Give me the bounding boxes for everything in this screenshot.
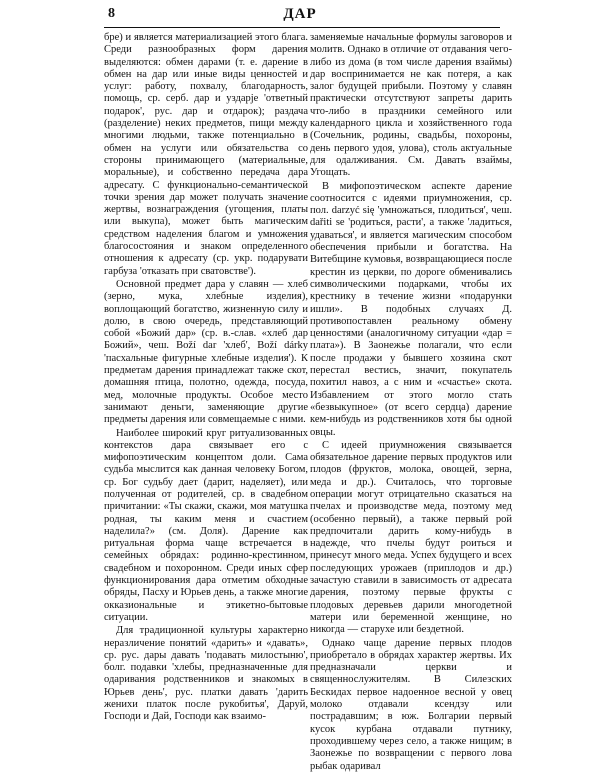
header-rule <box>104 27 500 28</box>
paragraph: Основной предмет дара у славян — хлеб (зерно, мука, хлебные изделия), воплощающий богатство, жизненную силу и долю, в свою очередь, представляющий собой «Божий дар» (ср. в.-слав. «хлеб дар Божий», чеш. Boží dar 'хлеб', Boží dárky 'пасхальные фигурные хлебные изделия'). К предметам дарения принадлежат также скот, домашняя птица, полотно, одежда, посуда, мед, молочные продукты. Особое место занимают деньги, заменяющие другие предметы дарения или совмещаемые с ними. <box>104 278 308 426</box>
paragraph: С идеей приумножения связывается обязательное дарение первых продуктов или плодов (фруктов, молока, овощей, зерна, меда и др.). Считалось, что торговые операции могут отрицательно сказаться на пчелах и производстве меда, поэтому мед (особенно первый), а также первый рой предпочитали дарить кому-нибудь в надежде, что пчелы будут роиться и принесут много меда. Успех будущего и всех последующих урожаев (приплодов и др.) зачастую ставили в зависимость от адресата дарения, поэтому первые фрукты с плодовых деревьев дарили многодетной матери или беременной женщине, но никогда — старухе или бездетной. <box>310 439 512 636</box>
running-title: ДАР <box>283 6 317 22</box>
page-number: 8 <box>108 6 115 21</box>
left-column <box>104 32 308 724</box>
paragraph: бре) и является материализацией этого блага. Среди разнообразных форм дарения выделяются: обмен дарами (т. е. дарение в обмен на дар или иные виды ценностей и услуг: работу, похвалу, благодарность, помощь, ср. серб. дар и уздарје 'ответный подарок', рус. дар и отдарок); раздача (разделение) неких предметов, пищи между многими людьми, также потенциально в обмен на услуги или обязательства со стороны принимающего (материальные, моральные), и собственно передача дара адресату. С функционально-семантической точки зрения дар может получать значение жертвы, вознаграждения (угощения, платы или выкупа), может быть магическим средством наделения благом и умножения благосостояния и знаком определенного отношения к адресату (ср. укр. подарувати гарбуза 'отказать при сватовстве'). <box>104 32 308 277</box>
right-column <box>310 32 512 773</box>
paragraph: Однако чаще дарение первых плодов приобретало в обрядах характер жертвы. Их предназначали церкви и священнослужителям. В Силезских Бескидах первое надоенное весной у овец молоко отдавали ксендзу или пострадавшим; в юж. Болгарии первый кусок курбана отдавали путнику, проходившему через село, а также нищим; в Заонежье по возвращении с первого лова рыбак одаривал <box>310 637 512 772</box>
paragraph: В мифопоэтическом аспекте дарение соотносится с идеями приумножения, ср. пол. darzyć się 'умножаться, плодиться', чеш. dařiti se 'родиться, расти', а также 'ладиться, удаваться', и является магическим способом обеспечения прибыли и богатства. На Витебщине кумовья, возвращающиеся после крестин из церкви, по дороге обменивались символическими подарками, чтобы их крестнику в течение жизни «подарунки ишли». В подобных случаях Д. противопоставлен реальному обмену ценностями (аналогичному ситуации «дар = плата»). В Заонежье полагали, что если после продажи у бывшего хозяина скот перестал вестись, значит, покупатель похитил навоз, а с ним и «счастье» скота. Избавлением от этого могло стать «безвыкупное» (от всего сердца) дарение кем-нибудь из родственников хотя бы одной овцы. <box>310 180 512 438</box>
paragraph: Наиболее широкий круг ритуализованных контекстов дара связывает его с мифопоэтическим концептом доли. Сама судьба мыслится как данная человеку Богом, ср. Бог судьбу дает (дарит, наделяет), или полученная от родителей, ср. в свадебном причитании: «Ты скажи, скажи, моя матушка родная, ты каким меня и счастием наделила?» (см. Доля). Дарение как ритуальная форма чаще встречается в семейных обрядах: родинно-крестинном, свадебном и похоронном. Среди иных сфер функционирования дара отметим обходные обряды, Пасху и Юрьев день, а также многие окказиональные и этикетно-бытовые ситуации. <box>104 427 308 623</box>
paragraph: Для традиционной культуры характерно неразличение понятий «дарить» и «давать», ср. рус. дары давать 'подавать милостыню', болг. подавки 'хлебы, предназначенные для одаривания родственников и знакомых в Юрьев день', рус. платки давать 'дарить женихи платок после рукобитья', Даруй, Господи и Дай, Господи как взаимо- <box>104 625 308 723</box>
paragraph: заменяемые начальные формулы заговоров и молитв. Однако в отличие от отдавания чего-либо из дома (в том числе дарения взаймы) дар воспринимается не как потеря, а как залог будущей прибыли. Поэтому у славян практически отсутствуют запреты дарить что-либо в праздники семейного или календарного цикла и хозяйственного года (Сочельник, родины, свадьбы, похороны, день первого удоя, улова), столь актуальные для одалживания. См. Давать взаймы, Угощать. <box>310 32 512 179</box>
